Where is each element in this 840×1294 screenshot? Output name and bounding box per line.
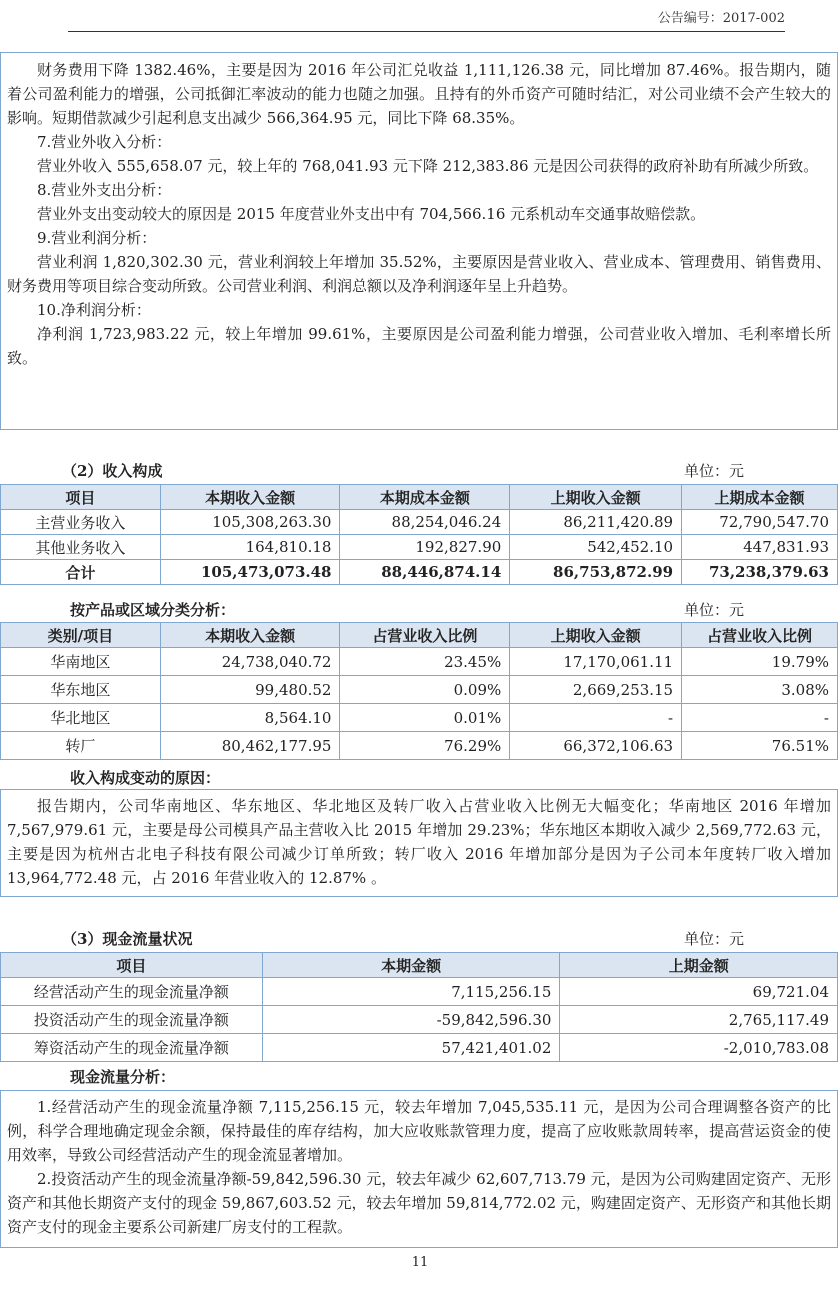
value-cell: 0.01% [340,704,510,732]
value-cell: 447,831.93 [682,535,838,560]
row-label: 投资活动产生的现金流量净额 [1,1006,263,1034]
cashflow-operating-paragraph: 1.经营活动产生的现金流量净额 7,115,256.15 元，较去年增加 7,045,535.11 元，是因为公司合理调整各资产的比例，科学合理地确定现金余额，保持最佳的库存结构，加大应收账款管理力度，提高了应收账款周转率，提高营运资金的使用效率，导致公司经营活动产生的现金流显著增加。 [7,1098,831,1164]
table-header-row [1,485,838,510]
value-cell: 17,170,061.11 [510,648,682,676]
cashflow-section-title: （3）现金流量状况 [62,930,193,948]
income-unit: 单位：元 [684,462,745,480]
row-label: 筹资活动产生的现金流量净额 [1,1034,263,1062]
table-header-row [1,953,838,978]
cashflow-unit: 单位：元 [684,930,745,948]
value-cell: 69,721.04 [560,978,838,1006]
header-cell: 占营业收入比例 [682,623,838,648]
value-cell: 542,452.10 [510,535,682,560]
cashflow-table [0,952,838,1062]
value-cell: 88,446,874.14 [340,560,510,585]
reason-text-box [0,789,838,897]
value-cell: 2,669,253.15 [510,676,682,704]
reason-title: 收入构成变动的原因： [70,769,221,787]
header-cell: 本期收入金额 [160,623,340,648]
heading-operating-profit: 9.营业利润分析： [37,229,157,247]
value-cell: 73,238,379.63 [682,560,838,585]
value-cell: 2,765,117.49 [560,1006,838,1034]
heading-non-op-income: 7.营业外收入分析： [37,133,172,151]
header-cell: 上期收入金额 [510,485,682,510]
value-cell: 7,115,256.15 [262,978,560,1006]
heading-non-op-expense: 8.营业外支出分析： [37,181,172,199]
row-label: 其他业务收入 [1,535,161,560]
value-cell: 24,738,040.72 [160,648,340,676]
value-cell: 164,810.18 [160,535,340,560]
row-label: 华北地区 [1,704,161,732]
value-cell: 76.51% [682,732,838,760]
region-table [0,622,838,760]
row-label: 合计 [1,560,161,585]
value-cell: 105,308,263.30 [160,510,340,535]
value-cell: -2,010,783.08 [560,1034,838,1062]
region-section-title: 按产品或区域分类分析： [70,601,236,619]
header-cell: 本期成本金额 [340,485,510,510]
income-section-title: （2）收入构成 [62,462,163,480]
value-cell: 192,827.90 [340,535,510,560]
row-label: 华南地区 [1,648,161,676]
table-row [1,978,838,1006]
table-row [1,1034,838,1062]
header-cell: 上期收入金额 [510,623,682,648]
value-cell: 23.45% [340,648,510,676]
table-header-row [1,623,838,648]
value-cell: 0.09% [340,676,510,704]
value-cell: 86,753,872.99 [510,560,682,585]
header-cell: 项目 [1,953,263,978]
page-number: 11 [411,1255,429,1270]
value-cell: 99,480.52 [160,676,340,704]
header-cell: 占营业收入比例 [340,623,510,648]
cashflow-investing-paragraph: 2.投资活动产生的现金流量净额-59,842,596.30 元，较去年减少 62,607,713.79 元，是因为公司购建固定资产、无形资产和其他长期资产支付的现金 59,867,603.52 元，较去年增加 59,814,772.02 元，购建固定资产、无形资产和其他长期资产支付的现金主要系公司新建厂房支付的工程款。 [7,1170,831,1236]
value-cell: -59,842,596.30 [262,1006,560,1034]
row-label: 华东地区 [1,676,161,704]
value-cell: 88,254,046.24 [340,510,510,535]
header-cell: 本期收入金额 [160,485,340,510]
paragraph-net-profit: 净利润 1,723,983.22 元，较上年增加 99.61%，主要原因是公司盈利能力增强，公司营业收入增加、毛利率增长所致。 [7,325,831,367]
analysis-text-box [0,52,838,430]
table-row [1,535,838,560]
value-cell: 57,421,401.02 [262,1034,560,1062]
cashflow-analysis-box [0,1090,838,1248]
header-rule [68,31,785,32]
table-row [1,704,838,732]
value-cell: 86,211,420.89 [510,510,682,535]
income-table [0,484,838,585]
value-cell: 105,473,073.48 [160,560,340,585]
region-unit: 单位：元 [684,601,745,619]
header-cell: 上期成本金额 [682,485,838,510]
row-label: 主营业务收入 [1,510,161,535]
header-cell: 上期金额 [560,953,838,978]
value-cell: 19.79% [682,648,838,676]
reason-paragraph: 报告期内，公司华南地区、华东地区、华北地区及转厂收入占营业收入比例无大幅变化；华南地区 2016 年增加 7,567,979.61 元，主要是母公司模具产品主营收入比 2015 年增加 29.23%；华东地区本期收入减少 2,569,772.63 元，主要是因为杭州古北电子科技有限公司减少订单所致；转厂收入 2016 年增加部分是因为子公司本年度转厂收入增加 13,964,772.48 元，占 2016 年营业收入的 12.87% 。 [7,797,831,887]
value-cell: - [682,704,838,732]
paragraph-finance-cost: 财务费用下降 1382.46%，主要是因为 2016 年公司汇兑收益 1,111,126.38 元，同比增加 87.46%。报告期内，随着公司盈利能力的增强，公司抵御汇率波动的能力也随之加强。且持有的外币资产可随时结汇，对公司业绩不会产生较大的影响。短期借款减少引起利息支出减少 566,364.95 元，同比下降 68.35%。 [7,61,831,127]
paragraph-operating-profit: 营业利润 1,820,302.30 元，营业利润较上年增加 35.52%，主要原因是营业收入、营业成本、管理费用、销售费用、财务费用等项目综合变动所致。公司营业利润、利润总额以及净利润逐年呈上升趋势。 [7,253,831,295]
header-cell: 本期金额 [262,953,560,978]
value-cell: 3.08% [682,676,838,704]
value-cell: 76.29% [340,732,510,760]
table-row [1,648,838,676]
header-cell: 类别/项目 [1,623,161,648]
cashflow-analysis-title: 现金流量分析： [70,1068,176,1086]
value-cell: - [510,704,682,732]
heading-net-profit: 10.净利润分析： [37,301,151,319]
row-label: 转厂 [1,732,161,760]
header-cell: 项目 [1,485,161,510]
paragraph-non-op-expense: 营业外支出变动较大的原因是 2015 年度营业外支出中有 704,566.16 元系机动车交通事故赔偿款。 [37,205,706,223]
paragraph-non-op-income: 营业外收入 555,658.07 元，较上年的 768,041.93 元下降 212,383.86 元是因公司获得的政府补助有所减少所致。 [37,157,819,175]
table-row [1,676,838,704]
table-total-row [1,560,838,585]
row-label: 经营活动产生的现金流量净额 [1,978,263,1006]
table-row [1,732,838,760]
value-cell: 66,372,106.63 [510,732,682,760]
value-cell: 72,790,547.70 [682,510,838,535]
value-cell: 80,462,177.95 [160,732,340,760]
table-row [1,510,838,535]
table-row [1,1006,838,1034]
announcement-number: 公告编号：2017-002 [657,11,785,26]
value-cell: 8,564.10 [160,704,340,732]
